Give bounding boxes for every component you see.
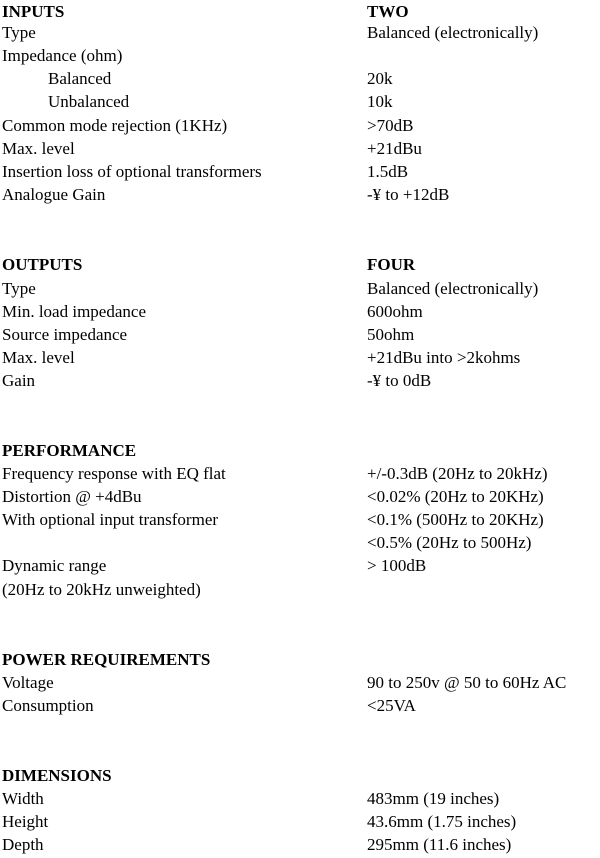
outputs-heading: OUTPUTS — [2, 255, 83, 274]
spec-row — [2, 578, 598, 601]
spec-row — [2, 277, 598, 300]
spec-value: +21dBu into >2kohms — [367, 348, 521, 367]
spec-value: <25VA — [367, 696, 416, 715]
spec-label: Max. level — [2, 139, 75, 158]
spec-row — [2, 554, 598, 577]
spec-label: Consumption — [2, 696, 94, 715]
spec-row — [2, 787, 598, 810]
dimensions-heading: DIMENSIONS — [2, 766, 112, 785]
spec-value: 43.6mm (1.75 inches) — [367, 812, 517, 831]
spec-label: Impedance (ohm) — [2, 46, 123, 65]
spec-row — [2, 485, 598, 508]
spec-row — [2, 508, 598, 531]
spec-row — [2, 44, 598, 67]
spec-value: -¥ to +12dB — [367, 185, 450, 204]
spec-value: 90 to 250v @ 50 to 60Hz AC — [367, 673, 567, 692]
outputs-heading-value: FOUR — [367, 255, 416, 274]
spec-label: Depth — [2, 835, 44, 854]
spec-row — [2, 300, 598, 323]
spec-label: Common mode rejection (1KHz) — [2, 116, 228, 135]
spec-label: Gain — [2, 371, 36, 390]
spec-value: <0.02% (20Hz to 20KHz) — [367, 487, 544, 506]
spec-value: <0.1% (500Hz to 20KHz) — [367, 510, 544, 529]
spec-row — [2, 183, 598, 206]
spec-label: Height — [2, 812, 49, 831]
spec-row — [2, 323, 598, 346]
spec-value: 600ohm — [367, 302, 423, 321]
spec-value: 1.5dB — [367, 162, 409, 181]
dimensions-heading-row — [2, 764, 598, 787]
inputs-heading: INPUTS — [2, 2, 65, 21]
spec-value: 295mm (11.6 inches) — [367, 835, 512, 854]
spec-label: Width — [2, 789, 44, 808]
spec-value: > 100dB — [367, 556, 427, 575]
spec-value: -¥ to 0dB — [367, 371, 432, 390]
spec-label: With optional input transformer — [2, 510, 219, 529]
spec-value: Balanced (electronically) — [367, 279, 539, 298]
spec-label: (20Hz to 20kHz unweighted) — [2, 580, 201, 599]
spec-value: +21dBu — [367, 139, 422, 158]
spec-value: +/-0.3dB (20Hz to 20kHz) — [367, 464, 548, 483]
spec-label: Source impedance — [2, 325, 128, 344]
power-heading: POWER REQUIREMENTS — [2, 650, 211, 669]
spec-row — [2, 346, 598, 369]
inputs-heading-row — [2, 0, 598, 23]
power-heading-row — [2, 648, 598, 671]
spec-value: 20k — [367, 69, 393, 88]
spec-label: Insertion loss of optional transformers — [2, 162, 262, 181]
performance-heading: PERFORMANCE — [2, 441, 137, 460]
spec-value: <0.5% (20Hz to 500Hz) — [367, 533, 532, 552]
spec-row — [2, 694, 598, 717]
spec-row — [2, 531, 598, 554]
spec-label: Voltage — [2, 673, 54, 692]
spec-label: Unbalanced — [48, 92, 130, 111]
spec-row — [2, 21, 598, 44]
spec-value: 483mm (19 inches) — [367, 789, 500, 808]
inputs-heading-value: TWO — [367, 2, 409, 21]
spec-row — [2, 137, 598, 160]
spec-row — [2, 671, 598, 694]
spec-label: Distortion @ +4dBu — [2, 487, 142, 506]
spec-row — [2, 67, 598, 90]
spec-value: 50ohm — [367, 325, 415, 344]
spec-label: Type — [2, 279, 36, 298]
spec-label: Frequency response with EQ flat — [2, 464, 226, 483]
spec-row — [2, 369, 598, 392]
outputs-heading-row — [2, 253, 598, 276]
spec-row — [2, 160, 598, 183]
spec-label: Type — [2, 23, 36, 42]
spec-row — [2, 462, 598, 485]
spec-label: Min. load impedance — [2, 302, 146, 321]
spec-row — [2, 810, 598, 833]
spec-row — [2, 833, 598, 856]
spec-label: Analogue Gain — [2, 185, 106, 204]
spec-row — [2, 114, 598, 137]
spec-value: 10k — [367, 92, 393, 111]
spec-value: >70dB — [367, 116, 414, 135]
performance-heading-row — [2, 439, 598, 462]
spec-label: Balanced — [48, 69, 112, 88]
spec-label: Max. level — [2, 348, 75, 367]
spec-value: Balanced (electronically) — [367, 23, 539, 42]
spec-label: Dynamic range — [2, 556, 107, 575]
spec-row — [2, 90, 598, 113]
